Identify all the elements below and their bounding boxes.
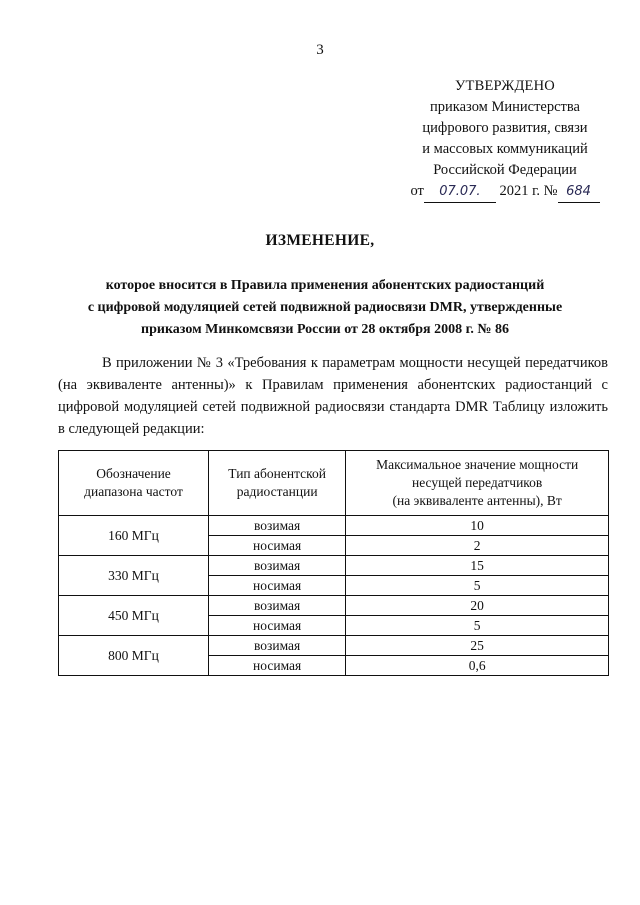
header-power-line-3: (на эквиваленте антенны), Вт [392,493,562,508]
approval-line-4: Российской Федерации [433,162,577,178]
power-cell: 2 [346,536,609,556]
body-paragraph: В приложении № 3 «Требования к параметрам мощности несущей передатчиков (на эквиваленте антенны)» к Правилам применения абонентских радиостанций с цифровой модуляцией сетей подвижной радиосвязи стандарта DMR Таблицу изложить в следующей редакции: [58,355,608,437]
header-band [59,451,209,516]
approval-block [390,76,620,203]
header-max-power [346,451,609,516]
header-station-type [209,451,346,516]
approved-label: УТВЕРЖДЕНО [455,78,555,94]
type-cell: возимая [209,596,346,616]
band-cell: 800 МГц [59,636,209,676]
power-table [58,450,609,676]
band-cell: 450 МГц [59,596,209,636]
type-cell: возимая [209,636,346,656]
document-subtitle [60,275,590,341]
handwritten-date: 07.07. [424,181,496,203]
power-cell: 20 [346,596,609,616]
table-row [59,516,609,536]
type-cell: возимая [209,556,346,576]
band-cell: 160 МГц [59,516,209,556]
power-cell: 10 [346,516,609,536]
header-type-line-2: радиостанции [236,484,318,499]
table-row [59,596,609,616]
type-cell: носимая [209,656,346,676]
table-header-row [59,451,609,516]
power-cell: 25 [346,636,609,656]
power-cell: 5 [346,576,609,596]
type-cell: носимая [209,576,346,596]
header-band-line-1: Обозначение [96,466,171,481]
type-cell: носимая [209,616,346,636]
date-prefix: от [410,183,424,199]
type-cell: возимая [209,516,346,536]
approval-date-line [390,181,620,203]
power-cell: 15 [346,556,609,576]
subtitle-line-3: приказом Минкомсвязи России от 28 октября 2008 г. № 86 [141,322,509,337]
document-heading: ИЗМЕНЕНИЕ, [265,232,375,249]
page-number: 3 [316,42,324,58]
band-cell: 330 МГц [59,556,209,596]
approval-line-3: и массовых коммуникаций [422,141,588,157]
header-type-line-1: Тип абонентской [228,466,326,481]
subtitle-line-2: с цифровой модуляцией сетей подвижной радиосвязи DMR, утвержденные [87,300,563,315]
power-cell: 0,6 [346,656,609,676]
header-band-line-2: диапазона частот [84,484,183,499]
subtitle-line-1: которое вносится в Правила применения абонентских радиостанций [105,278,545,293]
handwritten-order-number: 684 [558,181,600,203]
date-year: 2021 г. № [499,183,558,199]
header-power-line-2: несущей передатчиков [411,475,543,490]
table-row [59,556,609,576]
approval-line-2: цифрового развития, связи [422,120,588,136]
type-cell: носимая [209,536,346,556]
table-row [59,636,609,656]
approval-line-1: приказом Министерства [430,99,580,115]
header-power-line-1: Максимальное значение мощности [376,457,579,472]
power-cell: 5 [346,616,609,636]
